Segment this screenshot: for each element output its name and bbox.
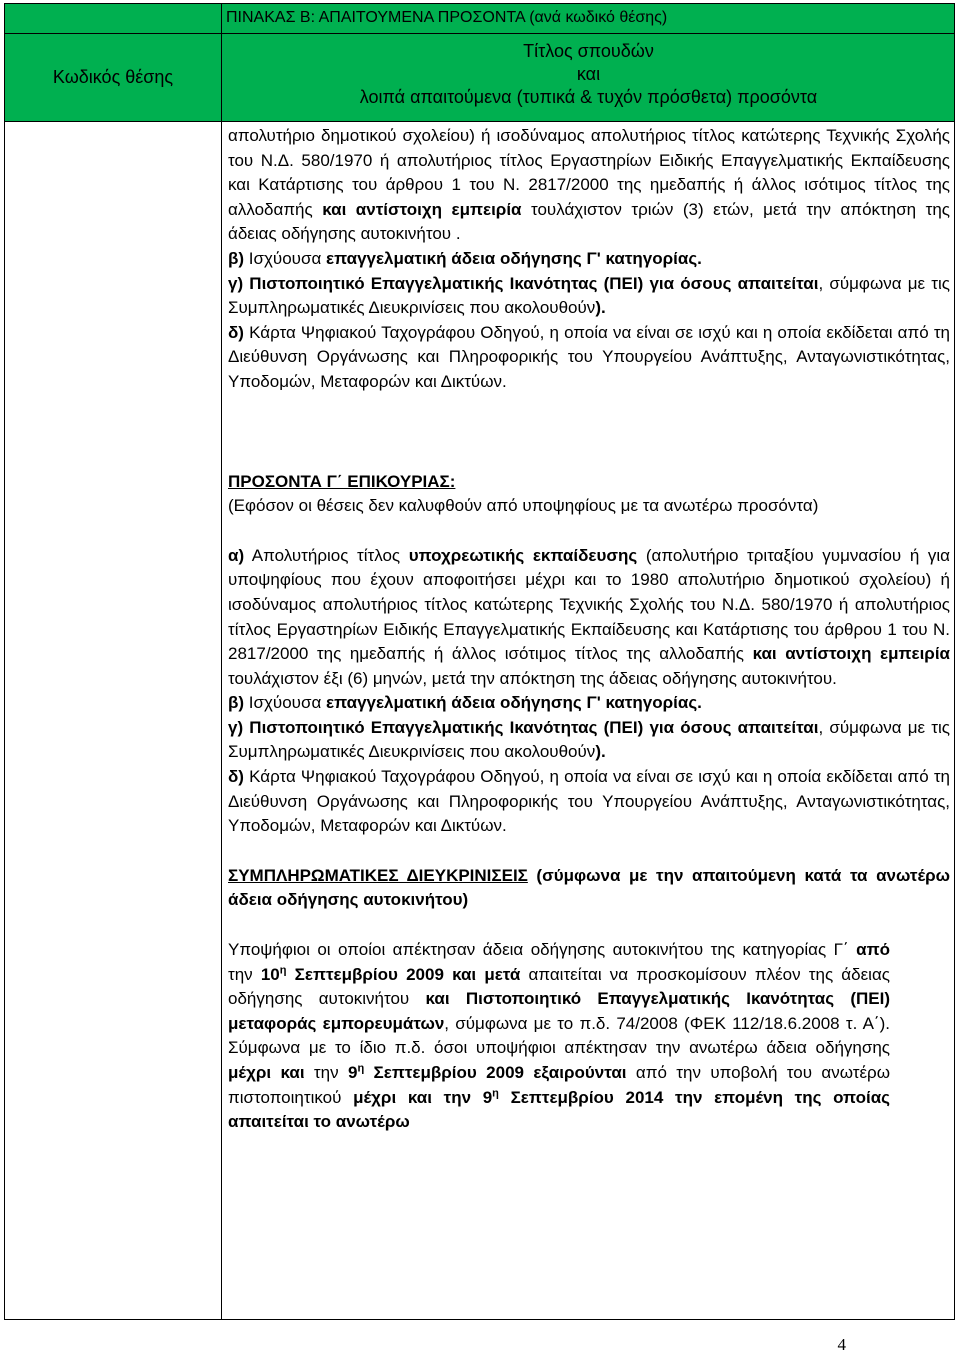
s1-paragraph-a: απολυτήριο δημοτικού σχολείου) ή ισοδύναμος απολυτήριος τίτλος κατώτερης Τεχνικής Σχολής του Ν.Δ. 580/1970 ή απολυτήριος τίτλος Εργαστηρίων Ειδικής Επαγγελματικής Εκπαίδευσης και Κατάρτισης του άρθρου 1 του Ν. 2817/2000 της ημεδαπής ή άλλος ισότιμος τίτλος της αλλοδαπής και αντίστοιχη εμπειρία τουλάχιστον τριών (3) ετών, μετά την απόκτηση της άδειας οδήγησης αυτοκινήτου . (228, 126, 950, 244)
s2-paragraph-a: α) Απολυτήριος τίτλος υποχρεωτικής εκπαίδευσης (απολυτήριο τριταξίου γυμνασίου ή για υποψηφίους που έχουν αποφοιτήσει μέχρι και το 1980 απολυτήριο δημοτικού σχολείου) ή ισοδύναμος απολυτήριος τίτλος κατώτερης Τεχνικής Σχολής του Ν.Δ. 580/1970 ή απολυτήριος τίτλος Εργαστηρίων Ειδικής Επαγγελματικής Εκπαίδευσης και Κατάρτισης του άρθρου 1 του Ν. 2817/2000 της ημεδαπής ή άλλος ισότιμος τίτλος της αλλοδαπής και αντίστοιχη εμπειρία τουλάχιστον έξι (6) μηνών, μετά την απόκτηση της άδειας οδήγησης αυτοκινήτου. (228, 545, 950, 688)
s2-paragraph-d: δ) Κάρτα Ψηφιακού Ταχογράφου Οδηγού, η οποία να είναι σε ισχύ και η οποία εκδίδεται από τη Διεύθυνση Οργάνωσης και Πληροφορικής του Υπουργείου Ανάπτυξης, Ανταγωνιστικότητας, Υποδομών, Μεταφορών και Δικτύων. (228, 767, 950, 836)
table-title: ΠΙΝΑΚΑΣ Β: ΑΠΑΙΤΟΥΜΕΝΑ ΠΡΟΣΟΝΤΑ (ανά κωδικό θέσης) (4, 3, 955, 33)
column-header-code: Κωδικός θέσης (52, 66, 174, 87)
column-header-title (222, 33, 955, 121)
s1-paragraph-b: β) Ισχύουσα επαγγελματική άδεια οδήγησης Γ' κατηγορίας. (228, 248, 702, 268)
column-divider (221, 3, 222, 1320)
s3-heading: ΣΥΜΠΛΗΡΩΜΑΤΙΚΕΣ ΔΙΕΥΚΡΙΝΙΣΕΙΣ (σύμφωνα με την απαιτούμενη κατά τα ανωτέρω άδεια οδήγησης αυτοκινήτου) (228, 865, 950, 910)
s2-paragraph-b: β) Ισχύουσα επαγγελματική άδεια οδήγησης Γ' κατηγορίας. (228, 693, 702, 713)
header-divider-1 (4, 33, 955, 34)
page-number: 4 (837, 1335, 846, 1354)
s2-subheading: (Εφόσον οι θέσεις δεν καλυφθούν από υποψηφίους με τα ανωτέρω προσόντα) (228, 496, 819, 516)
header-divider-2 (4, 121, 955, 122)
s2-paragraph-c: γ) Πιστοποιητικό Επαγγελματικής Ικανότητας (ΠΕΙ) για όσους απαιτείται, σύμφωνα με τις Συμπληρωματικές Διευκρινίσεις που ακολουθούν). (228, 717, 950, 762)
s1-paragraph-c: γ) Πιστοποιητικό Επαγγελματικής Ικανότητας (ΠΕΙ) για όσους απαιτείται, σύμφωνα με τις Συμπληρωματικές Διευκρινίσεις που ακολουθούν). (228, 273, 950, 318)
table-header-row (4, 33, 955, 121)
s2-heading: ΠΡΟΣΟΝΤΑ Γ΄ ΕΠΙΚΟΥΡΙΑΣ: (228, 471, 456, 491)
column-header-title-line2: και (576, 64, 601, 84)
s3-paragraph: Υποψήφιοι οι οποίοι απέκτησαν άδεια οδήγησης αυτοκινήτου της κατηγορίας Γ΄ από την $10^\eta$ Σεπτεμβρίου 2009 και μετά απαιτείται να προσκομίσουν πλέον της άδειας οδήγησης αυτοκινήτου και Πιστοποιητικό Επαγγελματικής Ικανότητας (ΠΕΙ) μεταφοράς εμπορευμάτων, σύμφωνα με το π.δ. 74/2008 (ΦΕΚ 112/18.6.2008 τ. Α΄). Σύμφωνα με το ίδιο π.δ. όσοι υποψήφιοι απέκτησαν την ανωτέρω άδεια οδήγησης μέχρι και την $9^\eta$ Σεπτεμβρίου 2009 εξαιρούνται από την υποβολή του ανωτέρω πιστοποιητικού μέχρι και την $9^\eta$ Σεπτεμβρίου 2014 την επομένη της οποίας απαιτείται το ανωτέρω (228, 940, 890, 1132)
table-cell-requirements (228, 124, 950, 1135)
s1-paragraph-d: δ) Κάρτα Ψηφιακού Ταχογράφου Οδηγού, η οποία να είναι σε ισχύ και η οποία εκδίδεται από τη Διεύθυνση Οργάνωσης και Πληροφορικής του Υπουργείου Ανάπτυξης, Ανταγωνιστικότητας, Υποδομών, Μεταφορών και Δικτύων. (228, 322, 950, 391)
column-header-title-line3: λοιπά απαιτούμενα (τυπικά & τυχόν πρόσθετα) προσόντα (359, 87, 818, 107)
column-header-title-line1: Τίτλος σπουδών (523, 41, 654, 61)
